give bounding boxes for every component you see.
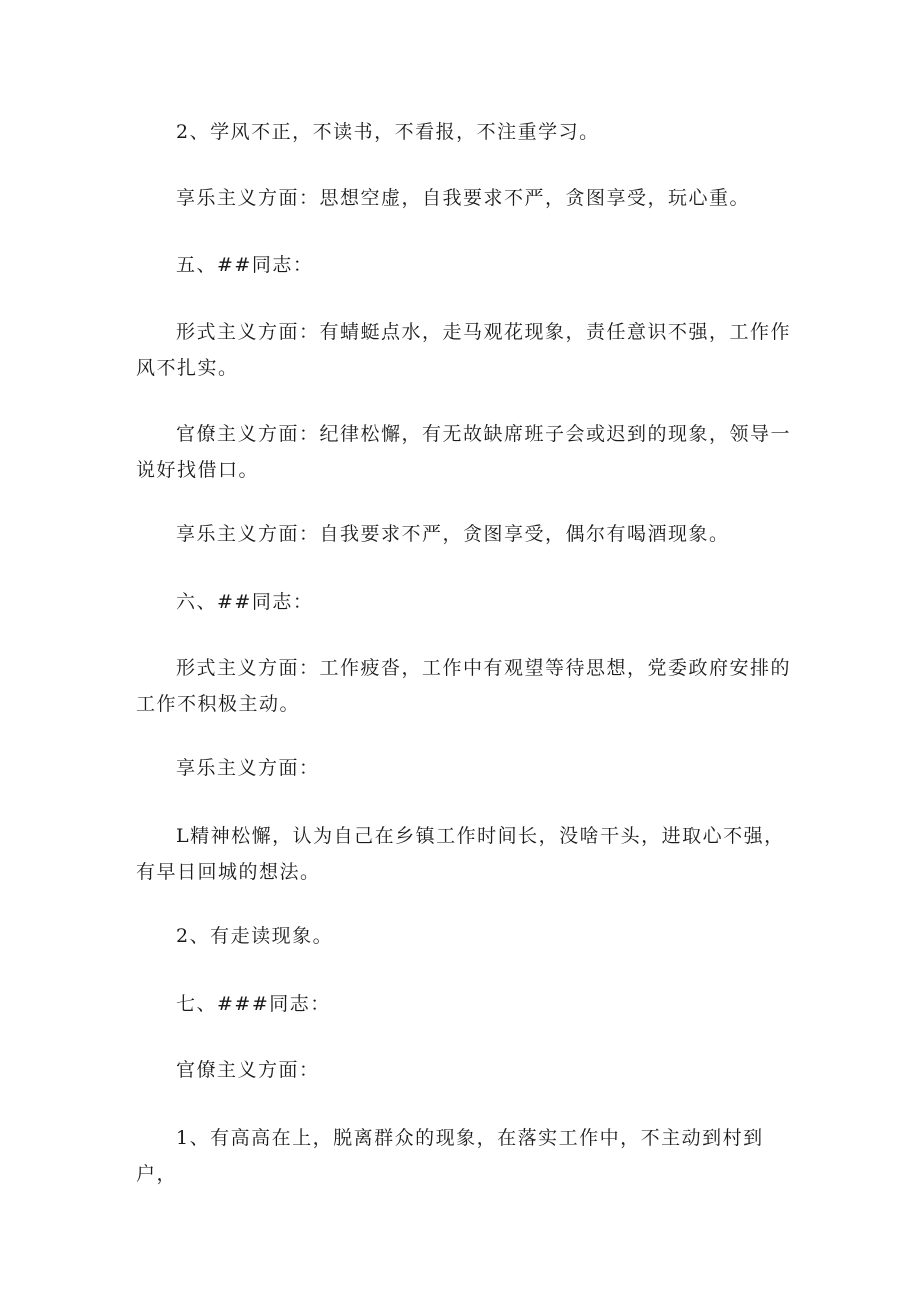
paragraph-hedonism-6-heading: 享乐主义方面：	[176, 757, 320, 779]
paragraph-bureaucratism-7-heading: 官僚主义方面：	[176, 1059, 320, 1081]
paragraph-hedonism-1: 享乐主义方面：思想空虚，自我要求不严，贪图享受，玩心重。	[176, 187, 751, 209]
paragraph-study-style: 2、学风不正，不读书，不看报，不注重学习。	[176, 121, 600, 143]
paragraph-bureaucratism-5: 官僚主义方面：纪律松懈，有无故缺席班子会或迟到的现象，领导一说好找借口。	[136, 423, 792, 481]
paragraph-hedonism-5: 享乐主义方面：自我要求不严，贪图享受，偶尔有喝酒现象。	[176, 523, 730, 545]
heading-comrade-5: 五、##同志：	[176, 254, 314, 276]
paragraph-formalism-5: 形式主义方面：有蜻蜓点水，走马观花现象，责任意识不强，工作作风不扎实。	[136, 321, 792, 379]
heading-comrade-6: 六、##同志：	[176, 591, 314, 613]
paragraph-bureaucratism-7-item-1: 1、有高高在上，脱离群众的现象，在落实工作中，不主动到村到户，	[136, 1127, 764, 1185]
paragraph-hedonism-6-item-2: 2、有走读现象。	[176, 925, 334, 947]
heading-comrade-7: 七、###同志：	[176, 993, 331, 1015]
paragraph-formalism-6: 形式主义方面：工作疲沓，工作中有观望等待思想，党委政府安排的工作不积极主动。	[136, 657, 792, 715]
paragraph-hedonism-6-item-1: L精神松懈，认为自己在乡镇工作时间长，没啥干头，进取心不强，有早日回城的想法。	[136, 825, 785, 883]
